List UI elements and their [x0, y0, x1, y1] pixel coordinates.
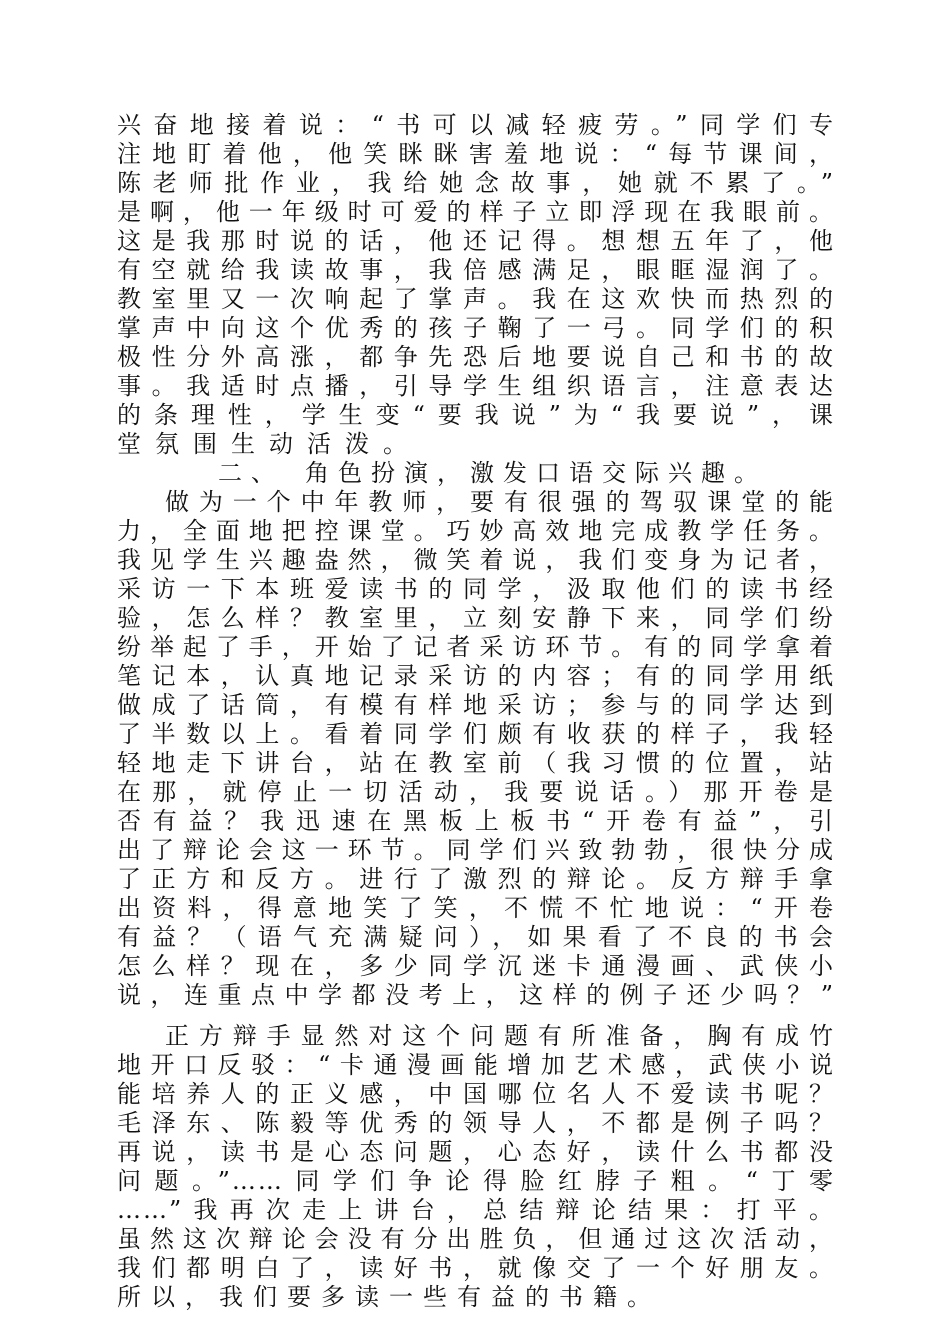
text-line: 问题。”……同学们争论得脸红脖子粗。“丁零	[117, 1167, 835, 1195]
text-line: 有益？（语气充满疑问），如果看了不良的书会	[117, 923, 835, 951]
text-line: 事。我适时点播，引导学生组织语言，注意表达	[117, 372, 835, 400]
text-line: 力，全面地把控课堂。巧妙高效地完成教学任务。	[117, 517, 835, 545]
text-line: 所以，我们要多读一些有益的书籍。	[117, 1283, 661, 1311]
text-line: 我见学生兴趣盎然，微笑着说，我们变身为记者，	[117, 546, 835, 574]
text-line: 再说，读书是心态问题，心态好，读什么书都没	[117, 1138, 835, 1166]
text-line: 怎么样？现在，多少同学沉迷卡通漫画、武侠小	[117, 952, 835, 980]
text-line: 说，连重点中学都没考上，这样的例子还少吗？”	[117, 981, 835, 1009]
section-heading: 二、 角色扮演，激发口语交际兴趣。	[218, 459, 767, 487]
paragraph-first-line: 做为一个中年教师，要有很强的驾驭课堂的能	[165, 488, 835, 516]
text-line: 地开口反驳：“卡通漫画能增加艺术感，武侠小说	[117, 1051, 835, 1079]
text-line: 验，怎么样？教室里，立刻安静下来，同学们纷	[117, 604, 835, 632]
text-line: 采访一下本班爱读书的同学，汲取他们的读书经	[117, 575, 835, 603]
text-line: 出资料，得意地笑了笑，不慌不忙地说：“开卷	[117, 894, 835, 922]
paragraph-first-line: 正方辩手显然对这个问题有所准备，胸有成竹	[165, 1022, 835, 1050]
text-line: 纷举起了手，开始了记者采访环节。有的同学拿着	[117, 633, 835, 661]
text-line: 我们都明白了，读好书，就像交了一个好朋友。	[117, 1254, 835, 1282]
text-line: 有空就给我读故事，我倍感满足，眼眶湿润了。	[117, 256, 835, 284]
text-line: 做成了话筒，有模有样地采访；参与的同学达到	[117, 691, 835, 719]
text-line: 兴奋地接着说：“书可以减轻疲劳。”同学们专	[117, 111, 835, 139]
text-line: 虽然这次辩论会没有分出胜负，但通过这次活动，	[117, 1225, 835, 1253]
text-line: 笔记本，认真地记录采访的内容；有的同学用纸	[117, 662, 835, 690]
text-line: 掌声中向这个优秀的孩子鞠了一弓。同学们的积	[117, 314, 835, 342]
text-line: 这是我那时说的话，他还记得。想想五年了，他	[117, 227, 835, 255]
text-line: 出了辩论会这一环节。同学们兴致勃勃，很快分成	[117, 836, 835, 864]
text-line: 注地盯着他，他笑眯眯害羞地说：“每节课间，	[117, 140, 835, 168]
text-line: ……”我再次走上讲台，总结辩论结果：打平。	[117, 1196, 835, 1224]
text-line: 极性分外高涨，都争先恐后地要说自己和书的故	[117, 343, 835, 371]
text-line: 的条理性，学生变“要我说”为“我要说”，课	[117, 401, 835, 429]
text-line: 陈老师批作业，我给她念故事，她就不累了。”	[117, 169, 835, 197]
text-line: 轻地走下讲台，站在教室前（我习惯的位置，站	[117, 749, 835, 777]
text-line: 教室里又一次响起了掌声。我在这欢快而热烈的	[117, 285, 835, 313]
text-line: 否有益？我迅速在黑板上板书“开卷有益”，引	[117, 807, 835, 835]
text-line: 毛泽东、陈毅等优秀的领导人，不都是例子吗？	[117, 1109, 835, 1137]
text-line: 在那，就停止一切活动，我要说话。）那开卷是	[117, 778, 835, 806]
text-line: 是啊，他一年级时可爱的样子立即浮现在我眼前。	[117, 198, 835, 226]
text-line: 了半数以上。看着同学们颇有收获的样子，我轻	[117, 720, 835, 748]
text-line: 堂氛围生动活泼。	[117, 430, 421, 458]
text-line: 了正方和反方。进行了激烈的辩论。反方辩手拿	[117, 865, 835, 893]
text-line: 能培养人的正义感，中国哪位名人不爱读书呢？	[117, 1080, 835, 1108]
